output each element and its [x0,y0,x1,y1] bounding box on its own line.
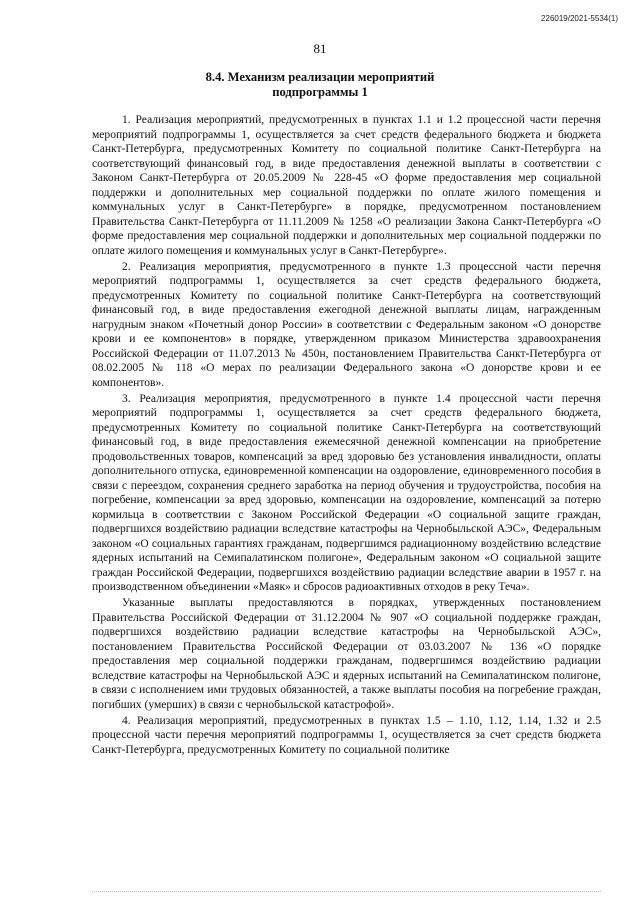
section-title-line-1: 8.4. Механизм реализации мероприятий [205,70,435,84]
paragraph-3: 3. Реализация мероприятия, предусмотренного в пункте 1.4 процессной части перечня мероприятий подпрограммы 1, осуществляется за счет средств федерального бюджета, предусмотренных Комитету по социальной политике Санкт-Петербурга на соответствующий финансовый год, в виде предоставления ежемесячной денежной компенсации на приобретение продовольственных товаров, компенсаций за вред здоровью без установления инвалидности, оплаты дополнительного отпуска, единовременной компенсации на оздоровление, единовременного пособия в связи с переездом, сохранения среднего заработка на период обучения и трудоустройства, пособия на погребение, компенсации за вред здоровью, компенсации на оздоровление, компенсаций за потерю кормильца в соответствии с Законом Российской Федерации «О социальной защите граждан, подвергшихся воздействию радиации вследствие катастрофы на Чернобыльской АЭС», Федеральным законом «О социальных гарантиях гражданам, подвергшимся радиационному воздействию вследствие ядерных испытаний на Семипалатинском полигоне», Федеральным законом «О социальной защите граждан Российской Федерации, подвергшихся воздействию радиации вследствие аварии в 1957 г. на производственном объединении «Маяк» и сбросов радиоактивных отходов в реку Теча». [92,392,601,593]
paragraph-5: 4. Реализация мероприятий, предусмотренных в пунктах 1.5 – 1.10, 1.12, 1.14, 1.32 и 2.5 процессной части перечня мероприятий подпрограммы 1, осуществляется за счет средств бюджета Санкт-Петербурга, предусмотренных Комитету по социальной политике [92,714,601,756]
page-bottom-divider [92,891,601,893]
section-title [0,70,640,100]
document-registration-number: 226019/2021-5534(1) [541,14,618,23]
paragraph-1: 1. Реализация мероприятий, предусмотренных в пунктах 1.1 и 1.2 процессной части перечня мероприятий подпрограммы 1, осуществляется за счет средств федерального бюджета и бюджета Санкт-Петербурга, предусмотренных Комитету по социальной политике Санкт-Петербурга на соответствующий финансовый год, в виде предоставления денежной выплаты в соответствии с Законом Санкт-Петербурга от 20.05.2009 № 228-45 «О форме предоставления мер социальной поддержки и дополнительных мер социальной поддержки по оплате жилого помещения и коммунальных услуг в Санкт-Петербурге» в порядке, предусмотренном постановлением Правительства Санкт-Петербурга от 11.11.2009 № 1258 «О реализации Закона Санкт-Петербурга «О форме предоставления мер социальной поддержки и дополнительных мер социальной поддержки по оплате жилого помещения и коммунальных услуг в Санкт-Петербурге». [92,114,601,257]
paragraph-2: 2. Реализация мероприятия, предусмотренного в пункте 1.3 процессной части перечня мероприятий подпрограммы 1, осуществляется за счет средств федерального бюджета, предусмотренных Комитету по социальной политике Санкт-Петербурга на соответствующий финансовый год, в виде предоставления ежегодной денежной выплаты лицам, награжденным нагрудным знаком «Почетный донор России» в соответствии с Федеральным законом «О донорстве крови и ее компонентов» в порядке, утвержденном приказом Министерства здравоохранения Российской Федерации от 11.07.2013 № 450н, постановлением Правительства Санкт-Петербурга от 08.02.2005 № 118 «О мерах по реализации Федерального закона «О донорстве крови и ее компонентов». [92,260,601,389]
page-number: 81 [313,41,327,56]
section-title-line-2: подпрограммы 1 [272,85,368,99]
paragraph-4: Указанные выплаты предоставляются в порядках, утвержденных постановлением Правительства Российской Федерации от 31.12.2004 № 907 «О социальной поддержке граждан, подвергшихся воздействию радиации вследствие катастрофы на Чернобыльской АЭС», постановлением Правительства Российской Федерации от 03.03.2007 № 136 «О порядке предоставления мер социальной поддержки гражданам, подвергшимся воздействию радиации вследствие катастрофы на Чернобыльской АЭС и ядерных испытаний на Семипалатинском полигоне, в связи с исполнением ими трудовых обязанностей, а также выплаты пособия на погребение граждан, погибших (умерших) в связи с чернобыльской катастрофой». [92,597,601,711]
document-body [92,113,601,759]
